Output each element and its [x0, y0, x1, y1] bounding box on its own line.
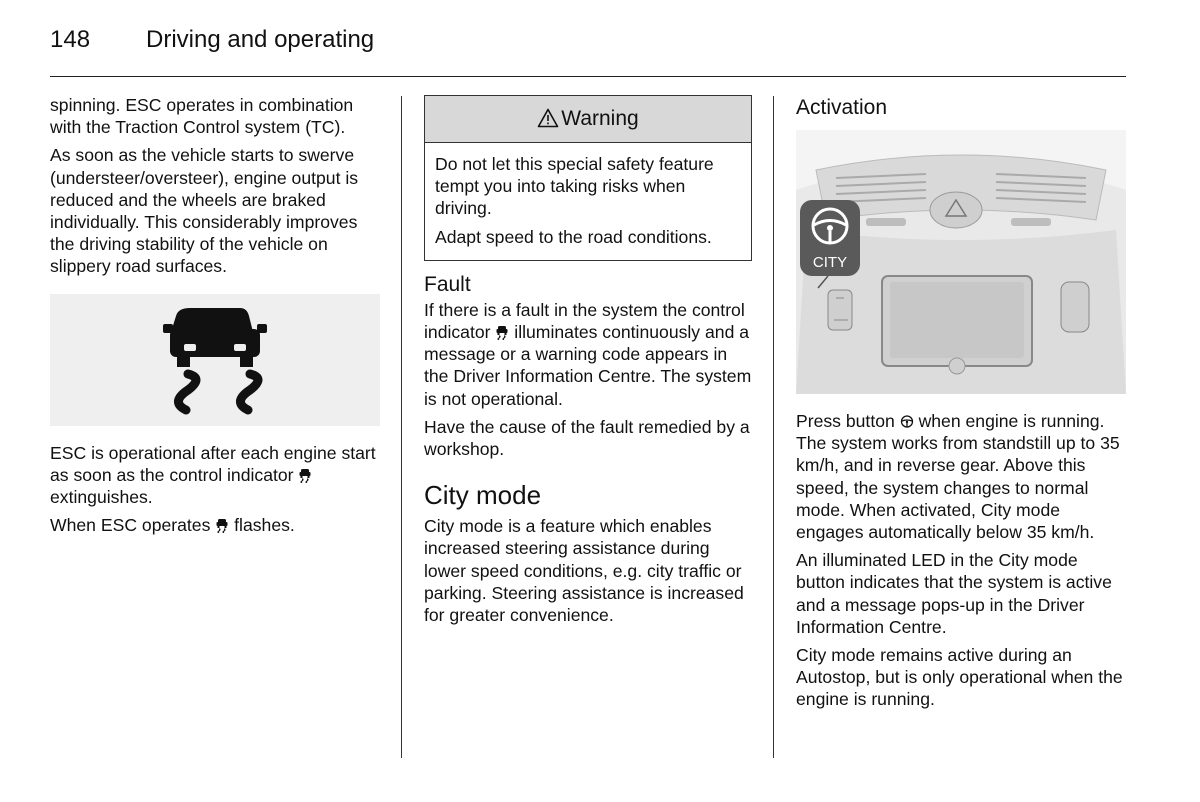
dashboard-photo — [796, 130, 1126, 394]
column-divider — [401, 96, 402, 758]
paragraph: spinning. ESC operates in combination with the Traction Control system (TC). — [50, 95, 354, 138]
warning-header — [425, 96, 751, 143]
column-activation — [796, 94, 1126, 717]
text: flashes. — [234, 515, 295, 536]
paragraph: An illuminated LED in the City mode button indicates that the system is active and a message pops-up in the Driver Information Centre. — [796, 550, 1112, 637]
paragraph — [50, 442, 380, 509]
column-warning-fault-city — [424, 94, 752, 632]
page-header — [50, 24, 1126, 77]
text: illuminates continuously and a message or a warning code appears in the Driver Information Centre. The system is not operational. — [424, 322, 752, 409]
paragraph — [796, 410, 1126, 543]
esc-skid-icon — [50, 294, 380, 426]
text: If there is a fault in the system the control indicator — [424, 299, 745, 343]
paragraph: As soon as the vehicle starts to swerve (understeer/oversteer), engine output is reduced and the wheels are braked individually. This considerably improves the driving stability of the vehicle on slippery road surfaces. — [50, 145, 359, 277]
esc-indicator-icon — [215, 518, 229, 533]
warning-body — [425, 143, 751, 260]
paragraph: Do not let this special safety feature tempt you into taking risks when driving. — [435, 154, 714, 219]
paragraph: Adapt speed to the road conditions. — [435, 226, 712, 247]
steering-wheel-icon — [900, 414, 914, 429]
heading-city-mode: City mode — [424, 480, 542, 511]
paragraph — [50, 514, 380, 536]
column-divider — [773, 96, 774, 758]
text: when engine is running. The system works from standstill up to 35 km/h, and in reverse gear. Above this speed, the system changes to normal mode. When activated, City mode engages automatically below 35 km/h. — [796, 411, 1120, 543]
paragraph: Have the cause of the fault remedied by a workshop. — [424, 416, 750, 460]
paragraph: City mode remains active during an Autostop, but is only operational when the engine is running. — [796, 645, 1123, 710]
text: Press button — [796, 411, 895, 431]
heading-fault: Fault — [424, 272, 471, 296]
column-esc — [50, 94, 380, 542]
paragraph: City mode is a feature which enables increased steering assistance during lower speed conditions, e.g. city traffic or parking. Steering assistance is increased for greater convenience. — [424, 516, 744, 626]
paragraph — [424, 299, 752, 410]
esc-indicator-icon — [495, 325, 509, 340]
text: When ESC operates — [50, 515, 211, 536]
text: ESC is operational after each engine start as soon as the control indicator — [50, 442, 376, 485]
esc-indicator-icon — [298, 468, 312, 483]
heading-activation: Activation — [796, 96, 888, 119]
text: extinguishes. — [50, 487, 153, 508]
page-number: 148 — [50, 26, 91, 53]
warning-title: Warning — [561, 107, 639, 130]
warning-box — [424, 95, 752, 261]
section-title: Driving and operating — [146, 26, 375, 53]
warning-triangle-icon — [537, 108, 559, 128]
city-button-label: CITY — [812, 254, 848, 271]
